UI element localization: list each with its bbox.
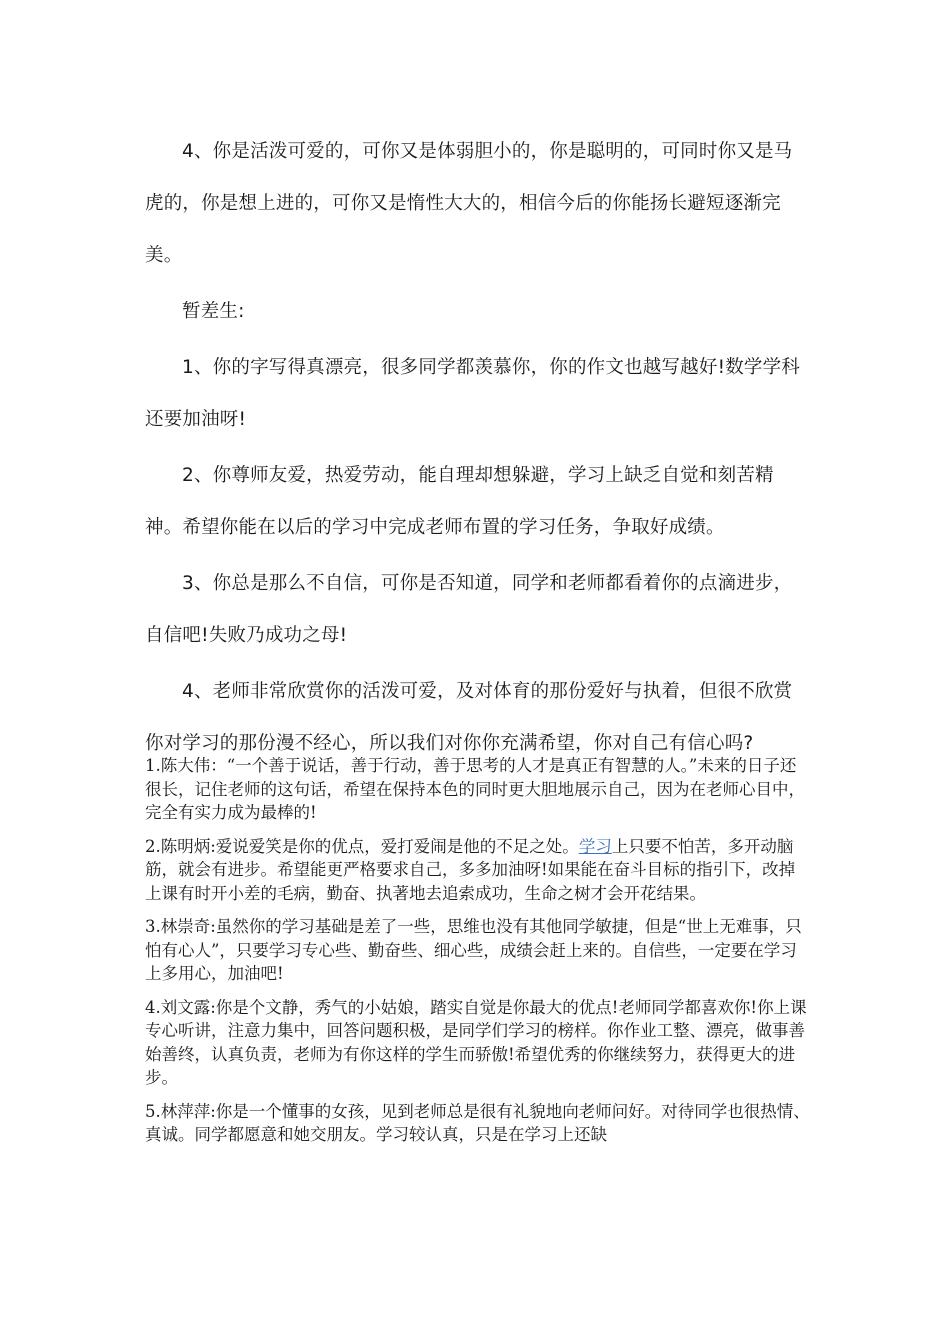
study-link[interactable]: 学习	[578, 836, 612, 856]
comments-section-sans	[145, 126, 805, 774]
student-comment-3: 3.林崇奇:虽然你的学习基础是差了一些，思维也没有其他同学敏捷，但是“世上无难事，只怕有心人”，只要学习专心些、勤奋些、细心些，成绩会赶上来的。自信些，一定要在学习上多用心，加油吧!	[145, 917, 802, 983]
student-comment-1: 1.陈大伟：“一个善于说话，善于行动，善于思考的人才是真正有智慧的人。”未来的日子还很长，记住老师的这句话，希望在保持本色的同时更大胆地展示自己，因为在老师心目中，完全有实力成为最棒的!	[145, 756, 805, 822]
paragraph-weak-comment-2: 2、你尊师友爱，热爱劳动，能自理却想躲避，学习上缺乏自觉和刻苦精神。希望你能在以后的学习中完成老师布置的学习任务，争取好成绩。	[145, 465, 774, 538]
student-comment-4: 4.刘文露:你是个文静，秀气的小姑娘，踏实自觉是你最大的优点!老师同学都喜欢你!你上课专心听讲，注意力集中，回答问题积极，是同学们学习的榜样。你作业工整、漂亮，做事善始善终，认真负责，老师为有你这样的学生而骄傲!希望优秀的你继续努力，获得更大的进步。	[145, 997, 807, 1087]
heading-weak-students: 暂差生:	[182, 301, 245, 322]
student-comment-5: 5.林萍萍:你是一个懂事的女孩，见到老师总是很有礼貌地向老师问好。对待同学也很热情、真诚。同学都愿意和她交朋友。学习较认真，只是在学习上还缺	[145, 1101, 810, 1144]
paragraph-weak-comment-3: 3、你总是那么不自信，可你是否知道，同学和老师都看着你的点滴进步，自信吧!失败乃成功之母!	[145, 573, 793, 646]
student-comment-2-part1: 2.陈明炳:爱说爱笑是你的优点，爱打爱闹是他的不足之处。	[145, 836, 579, 856]
student-comment-2-part2: 上只要不怕苦，多开动脑筋，就会有进步。希望能更严格要求自己，多多加油呀!如果能在奋斗目标的指引下，改掉上课有时开小差的毛病，勤奋、执著地去追索成功，生命之树才会开花结果。	[145, 836, 796, 903]
comments-section-serif	[145, 754, 810, 1157]
student-comment-2	[145, 835, 810, 906]
paragraph-weak-comment-1: 1、你的字写得真漂亮，很多同学都羡慕你，你的作文也越写越好!数学学科还要加油呀!	[145, 357, 800, 430]
paragraph-comment-4: 4、你是活泼可爱的，可你又是体弱胆小的，你是聪明的，可同时你又是马虎的，你是想上进的，可你又是惰性大大的，相信今后的你能扬长避短逐渐完美。	[145, 141, 793, 266]
paragraph-weak-comment-4: 4、老师非常欣赏你的活泼可爱，及对体育的那份爱好与执着，但很不欣赏你对学习的那份漫不经心，所以我们对你你充满希望，你对自己有信心吗?	[145, 681, 793, 754]
